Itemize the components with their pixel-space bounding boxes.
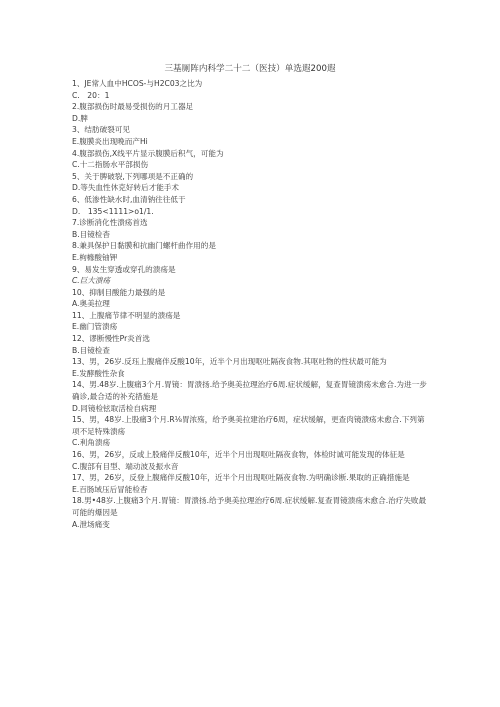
- answer-4: C.十二指肠水平部损伤: [72, 160, 149, 170]
- answer-10: A.奥美拉理: [72, 299, 110, 309]
- question-15: 15、男，48岁.上股痛3个月.R⅛胃浓殇，给予奥美拉建治疗6周，症状缓解，更查肉镜溃疡未愈合.下列第项不足特殊溃疡: [72, 415, 425, 436]
- answer-6: D. 135<1111>o1/1.: [72, 206, 154, 216]
- answer-3: E.腹膜炎出现晚而产Hi: [72, 136, 148, 146]
- answer-15: C.利角溃疡: [72, 438, 111, 448]
- question-2: 2.腹部损伤时最易受损伤的月工器足: [72, 102, 194, 112]
- answer-17: E.百肠域压后冒能检杳: [72, 484, 148, 494]
- answer-7: B.目镜检杳: [72, 229, 110, 239]
- answer-9: C.巨大溃疡: [72, 276, 111, 286]
- question-11: 11、上腹痛节律不明显的溃疡是: [72, 310, 181, 320]
- question-4: 4.腹部损伤,X线平片显示腹膜后积气，可能为: [72, 148, 224, 158]
- question-16: 16、男，26岁，反或上股痛伴反酸10年，近半个月出现呕吐隔夜食物，体检时诚可能发现的体征是: [72, 450, 405, 459]
- question-3: 3、结肪破裂可见: [72, 125, 130, 135]
- question-17: 17、男，26岁，反登上腹痛伴反酸10年，近半个月出现呕吐隔夜食物.为明确诊断.果取的正确措施是: [72, 473, 410, 483]
- question-18: 18.男•48岁.上腹痛3个月.胃镜：胃溃扬.给予奥美拉理治疗6周.症状缓解.复查胃镜溃疡未愈合.治疗失败最可能的爆因是: [72, 496, 427, 517]
- answer-16: C.腹部有目型、端动波及振水音: [72, 461, 179, 471]
- answer-2: D.脾: [72, 113, 88, 123]
- question-7: 7.诊断消化性溃疡首选: [72, 218, 148, 228]
- question-13: 13、男，26岁.反珏上腹痛伴反酸10年，近半个月出现呕吐隔夜食物.其呕吐物的性状最可能为: [72, 357, 387, 367]
- question-5: 5、关于脾破裂,下列哪项是不正确的: [72, 171, 194, 181]
- question-6: 6、低渗性缺水时,血清钠往往低于: [72, 194, 186, 204]
- question-list: [72, 78, 430, 530]
- answer-18: A.泄场痛变: [72, 519, 110, 529]
- answer-1: C. 20：1: [72, 90, 110, 100]
- question-14: 14、男.48岁.上腹痛3个月.胃镜：胃溃扬.给予奥美拉理治疗6周.症状缓解，复查胃镜溃疡未愈合.为进一步确诊,最合适的补充措施是: [72, 380, 427, 402]
- answer-8: E.枸橼酸铀钾: [72, 252, 118, 262]
- question-8: 8.兼具保护日黏膜和抗幽门螺杆曲作用的是: [72, 241, 216, 251]
- answer-5: D.等失血性休克好转后才能手术: [72, 183, 179, 193]
- answer-13: E.发酵酸性杂食: [72, 368, 125, 378]
- answer-12: B.目镜检查: [72, 345, 110, 355]
- page-title: 三基厕阵内科学二十二（医技）单选遐200遐: [164, 64, 336, 74]
- answer-11: E.幽门管溃疡: [72, 322, 118, 332]
- question-9: 9、易发生穿透或穿孔的溃疡是: [72, 264, 176, 274]
- question-1: 1、JE常人血中HCOS-与H2C03之比为: [72, 79, 203, 88]
- question-10: 10、抑制目酸能力最强的是: [72, 287, 166, 297]
- question-12: 12、谬断慢性Pr炎首选: [72, 334, 150, 344]
- answer-14: D.同镜检铉取活检自病理: [72, 403, 157, 413]
